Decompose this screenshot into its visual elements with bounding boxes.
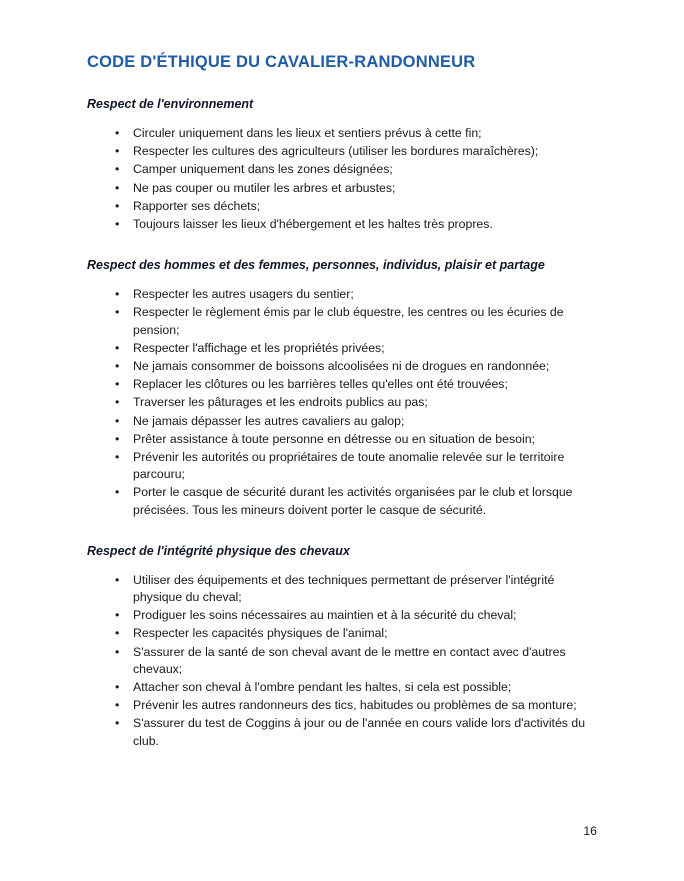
bullet-point-icon: • [115, 485, 120, 500]
list-item [87, 625, 597, 642]
list-item [87, 484, 597, 518]
list-item-text: Ne jamais consommer de boissons alcoolisées ni de drogues en randonnée; [133, 359, 550, 374]
list-item [87, 161, 597, 178]
list-item-text: Toujours laisser les lieux d'hébergement et les haltes très propres. [133, 217, 493, 232]
list-item-text: Utiliser des équipements et des techniques permettant de préserver l'intégrité physique du cheval; [133, 572, 555, 605]
document-content [87, 52, 597, 751]
bullet-point-icon: • [115, 413, 120, 428]
list-item [87, 216, 597, 233]
bullet-list [87, 286, 597, 519]
bullet-point-icon: • [115, 572, 120, 587]
document-section [87, 543, 597, 750]
bullet-point-icon: • [115, 716, 120, 731]
bullet-list [87, 125, 597, 233]
list-item-text: Respecter le règlement émis par le club équestre, les centres ou les écuries de pension; [133, 305, 564, 337]
list-item [87, 394, 597, 411]
bullet-point-icon: • [115, 180, 120, 195]
list-item-text: Prévenir les autres randonneurs des tics, habitudes ou problèmes de sa monture; [133, 698, 577, 713]
bullet-point-icon: • [115, 395, 120, 410]
list-item-text: Respecter les cultures des agriculteurs (utiliser les bordures maraîchères); [133, 144, 539, 159]
list-item-text: Respecter l'affichage et les propriétés privées; [133, 340, 385, 355]
document-section [87, 257, 597, 519]
document-section [87, 96, 597, 233]
list-item [87, 431, 597, 448]
bullet-point-icon: • [115, 162, 120, 177]
list-item-text: Ne jamais dépasser les autres cavaliers au galop; [133, 413, 405, 428]
list-item-text: Circuler uniquement dans les lieux et sentiers prévus à cette fin; [133, 126, 482, 140]
list-item [87, 198, 597, 215]
list-item [87, 286, 597, 303]
list-item-text: S'assurer du test de Coggins à jour ou de l'année en cours valide lors d'activités du club. [133, 716, 586, 748]
list-item [87, 607, 597, 624]
section-heading: Respect de l'intégrité physique des chevaux [87, 543, 350, 558]
bullet-point-icon: • [115, 144, 120, 159]
list-item [87, 697, 597, 714]
list-item-text: S'assurer de la santé de son cheval avant de le mettre en contact avec d'autres chevaux; [133, 644, 566, 676]
section-heading: Respect des hommes et des femmes, personnes, individus, plaisir et partage [87, 258, 545, 273]
page-title: CODE D'ÉTHIQUE DU CAVALIER-RANDONNEUR [87, 53, 476, 71]
list-item-text: Traverser les pâturages et les endroits publics au pas; [133, 395, 428, 410]
bullet-point-icon: • [115, 626, 120, 641]
bullet-point-icon: • [115, 680, 120, 695]
bullet-point-icon: • [115, 431, 120, 446]
bullet-point-icon: • [115, 359, 120, 374]
list-item-text: Camper uniquement dans les zones désignées; [133, 162, 393, 177]
list-item [87, 679, 597, 696]
list-item [87, 715, 597, 749]
section-container [87, 96, 597, 750]
bullet-point-icon: • [115, 698, 120, 713]
bullet-point-icon: • [115, 644, 120, 659]
list-item-text: Porter le casque de sécurité durant les activités organisées par le club et lorsque précisées. Tous les mineurs doivent porter le casque de sécurité. [133, 485, 573, 517]
list-item [87, 449, 597, 483]
list-item [87, 572, 597, 606]
bullet-point-icon: • [115, 305, 120, 320]
list-item-text: Prodiguer les soins nécessaires au maintien et à la sécurité du cheval; [133, 608, 517, 623]
list-item-text: Prévenir les autorités ou propriétaires de toute anomalie relevée sur le territoire parcouru; [133, 450, 565, 482]
list-item-text: Respecter les capacités physiques de l'animal; [133, 626, 388, 641]
list-item-text: Prêter assistance à toute personne en détresse ou en situation de besoin; [133, 431, 535, 446]
bullet-point-icon: • [115, 340, 120, 355]
list-item-text: Attacher son cheval à l'ombre pendant les haltes, si cela est possible; [133, 680, 512, 695]
list-item [87, 304, 597, 338]
list-item-text: Replacer les clôtures ou les barrières telles qu'elles ont été trouvées; [133, 377, 508, 392]
list-item [87, 180, 597, 197]
bullet-list [87, 572, 597, 750]
section-heading: Respect de l'environnement [87, 97, 254, 111]
bullet-point-icon: • [115, 377, 120, 392]
list-item-text: Ne pas couper ou mutiler les arbres et arbustes; [133, 180, 396, 195]
list-item-text: Rapporter ses déchets; [133, 198, 261, 213]
list-item [87, 340, 597, 357]
list-item [87, 358, 597, 375]
page-number: 16 [583, 824, 597, 838]
list-item-text: Respecter les autres usagers du sentier; [133, 287, 354, 302]
bullet-point-icon: • [115, 217, 120, 232]
list-item [87, 413, 597, 430]
list-item [87, 644, 597, 678]
bullet-point-icon: • [115, 198, 120, 213]
list-item [87, 143, 597, 160]
bullet-point-icon: • [115, 608, 120, 623]
bullet-point-icon: • [115, 450, 120, 465]
list-item [87, 125, 597, 142]
bullet-point-icon: • [115, 287, 120, 302]
bullet-point-icon: • [115, 126, 120, 140]
list-item [87, 376, 597, 393]
